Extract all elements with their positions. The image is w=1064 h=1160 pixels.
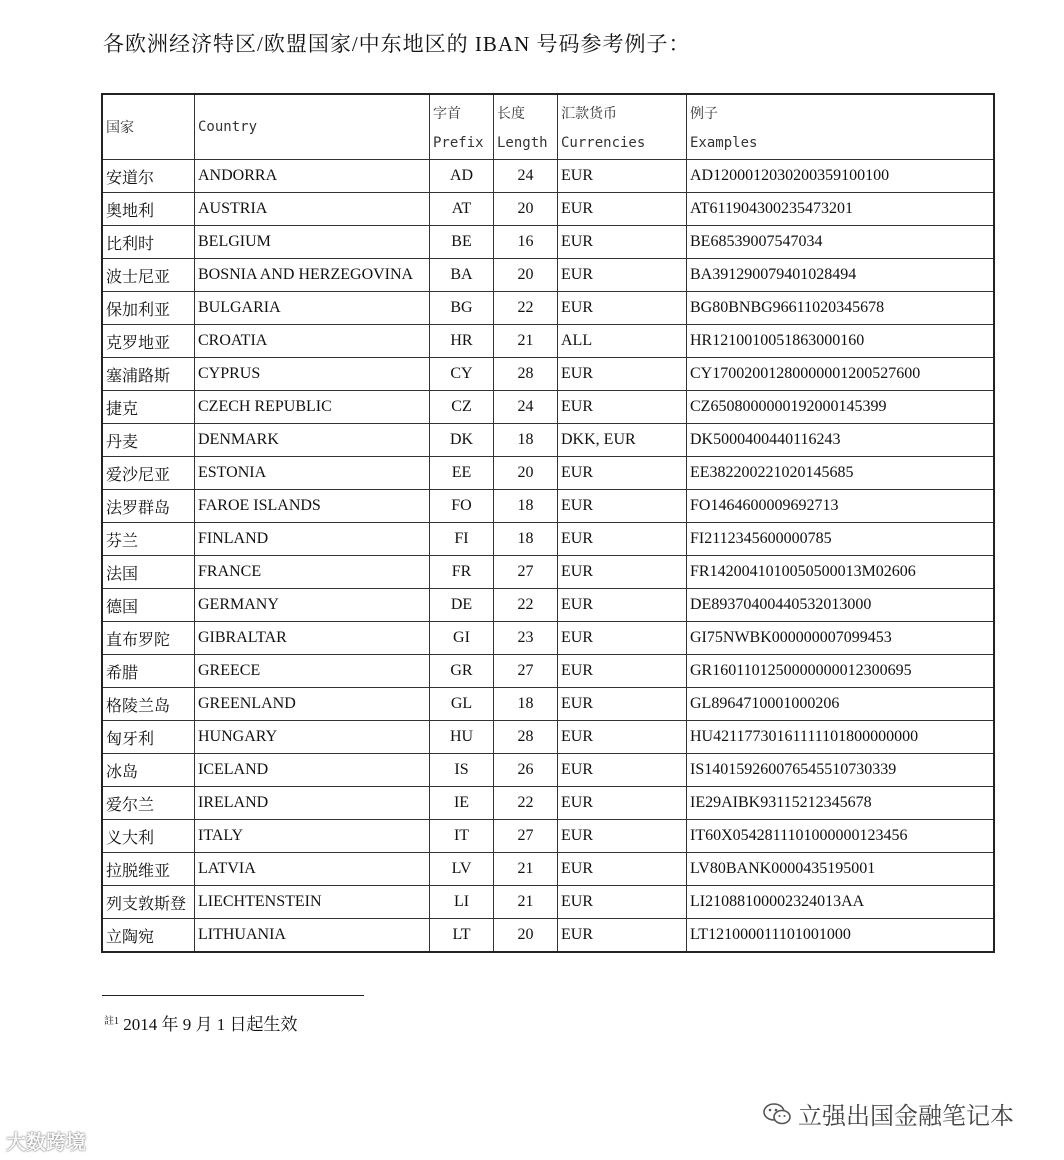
watermark-right-text: 立强出国金融笔记本 [798,1102,1014,1130]
watermark-right [762,1096,1014,1131]
cell-prefix: DK [430,424,494,457]
footnote [104,1010,298,1035]
cell-length: 18 [494,424,558,457]
table-row [102,292,994,325]
cell-country-cn: 拉脱维亚 [102,853,195,886]
cell-prefix: CY [430,358,494,391]
table-row [102,919,994,953]
cell-currency: EUR [558,655,687,688]
cell-country-cn: 保加利亚 [102,292,195,325]
header-country-en: Country [195,94,430,160]
footnote-marker: 註1 [104,1016,119,1027]
cell-currency: EUR [558,160,687,193]
cell-currency: EUR [558,193,687,226]
cell-currency: ALL [558,325,687,358]
table-row [102,589,994,622]
cell-prefix: FO [430,490,494,523]
cell-currency: EUR [558,886,687,919]
cell-country-en: LITHUANIA [195,919,430,953]
cell-country-cn: 比利时 [102,226,195,259]
cell-country-en: LIECHTENSTEIN [195,886,430,919]
cell-country-en: GREENLAND [195,688,430,721]
page-title: 各欧洲经济特区/欧盟国家/中东地区的 IBAN 号码参考例子： [103,32,691,56]
cell-prefix: BG [430,292,494,325]
cell-example: BA391290079401028494 [687,259,995,292]
cell-prefix: BE [430,226,494,259]
cell-currency: EUR [558,919,687,953]
cell-country-en: ICELAND [195,754,430,787]
table-row [102,853,994,886]
cell-country-en: FAROE ISLANDS [195,490,430,523]
cell-country-cn: 爱尔兰 [102,787,195,820]
header-country-cn: 国家 [102,94,195,160]
cell-length: 21 [494,325,558,358]
header-length [494,94,558,160]
cell-example: HU42117730161111101800000000 [687,721,995,754]
cell-country-en: LATVIA [195,853,430,886]
cell-length: 18 [494,523,558,556]
cell-length: 20 [494,457,558,490]
cell-example: IT60X0542811101000000123456 [687,820,995,853]
cell-length: 21 [494,886,558,919]
header-example-cn: 例子 [690,106,718,122]
cell-currency: EUR [558,556,687,589]
cell-currency: EUR [558,259,687,292]
cell-length: 28 [494,358,558,391]
cell-country-en: GIBRALTAR [195,622,430,655]
header-prefix-en: Prefix [433,135,484,151]
cell-country-cn: 义大利 [102,820,195,853]
header-currency [558,94,687,160]
cell-prefix: EE [430,457,494,490]
cell-example: AD1200012030200359100100 [687,160,995,193]
cell-prefix: IS [430,754,494,787]
cell-country-cn: 奥地利 [102,193,195,226]
table-row [102,721,994,754]
cell-country-en: AUSTRIA [195,193,430,226]
header-currency-en: Currencies [561,135,646,151]
cell-example: CY17002001280000001200527600 [687,358,995,391]
cell-country-cn: 冰岛 [102,754,195,787]
cell-currency: DKK, EUR [558,424,687,457]
cell-length: 27 [494,556,558,589]
cell-country-cn: 希腊 [102,655,195,688]
cell-country-en: ESTONIA [195,457,430,490]
cell-example: FR1420041010050500013M02606 [687,556,995,589]
table-row [102,391,994,424]
cell-prefix: GR [430,655,494,688]
cell-country-en: GREECE [195,655,430,688]
cell-country-cn: 丹麦 [102,424,195,457]
cell-prefix: FR [430,556,494,589]
cell-length: 27 [494,655,558,688]
cell-length: 22 [494,292,558,325]
cell-country-cn: 德国 [102,589,195,622]
cell-country-cn: 克罗地亚 [102,325,195,358]
cell-example: DK5000400440116243 [687,424,995,457]
cell-example: BE68539007547034 [687,226,995,259]
cell-currency: EUR [558,391,687,424]
cell-country-cn: 法国 [102,556,195,589]
cell-currency: EUR [558,622,687,655]
cell-length: 20 [494,193,558,226]
cell-length: 24 [494,160,558,193]
header-length-cn: 长度 [497,106,525,122]
cell-length: 24 [494,391,558,424]
cell-length: 16 [494,226,558,259]
cell-length: 27 [494,820,558,853]
cell-example: LT121000011101001000 [687,919,995,953]
cell-example: IE29AIBK93115212345678 [687,787,995,820]
cell-prefix: BA [430,259,494,292]
cell-prefix: IT [430,820,494,853]
cell-country-en: HUNGARY [195,721,430,754]
cell-currency: EUR [558,787,687,820]
cell-country-en: CZECH REPUBLIC [195,391,430,424]
cell-country-cn: 立陶宛 [102,919,195,953]
cell-prefix: IE [430,787,494,820]
cell-prefix: LV [430,853,494,886]
cell-country-en: FINLAND [195,523,430,556]
cell-length: 18 [494,688,558,721]
table-row [102,358,994,391]
wechat-icon [762,1101,792,1127]
table-row [102,193,994,226]
cell-currency: EUR [558,754,687,787]
header-prefix-cn: 字首 [433,106,461,122]
cell-currency: EUR [558,523,687,556]
cell-country-en: CROATIA [195,325,430,358]
cell-example: GI75NWBK000000007099453 [687,622,995,655]
cell-prefix: AD [430,160,494,193]
cell-country-cn: 波士尼亚 [102,259,195,292]
cell-example: EE382200221020145685 [687,457,995,490]
cell-prefix: HU [430,721,494,754]
cell-country-en: ITALY [195,820,430,853]
cell-country-cn: 捷克 [102,391,195,424]
cell-length: 22 [494,787,558,820]
cell-example: DE89370400440532013000 [687,589,995,622]
cell-currency: EUR [558,820,687,853]
table-row [102,424,994,457]
table-row [102,787,994,820]
header-example [687,94,995,160]
cell-length: 28 [494,721,558,754]
header-length-en: Length [497,135,548,151]
cell-length: 20 [494,919,558,953]
cell-example: GL8964710001000206 [687,688,995,721]
cell-country-en: GERMANY [195,589,430,622]
cell-currency: EUR [558,688,687,721]
footnote-divider [102,995,364,996]
cell-country-en: BULGARIA [195,292,430,325]
table-row [102,886,994,919]
table-row [102,556,994,589]
cell-country-en: BELGIUM [195,226,430,259]
cell-example: IS140159260076545510730339 [687,754,995,787]
cell-length: 22 [494,589,558,622]
cell-example: LV80BANK0000435195001 [687,853,995,886]
cell-country-cn: 安道尔 [102,160,195,193]
header-currency-cn: 汇款货币 [561,106,617,122]
cell-prefix: LI [430,886,494,919]
cell-country-cn: 塞浦路斯 [102,358,195,391]
table-row [102,160,994,193]
iban-table [101,93,995,953]
table-row [102,490,994,523]
table-row [102,688,994,721]
header-example-en: Examples [690,135,758,151]
header-prefix [430,94,494,160]
table-row [102,655,994,688]
cell-country-en: CYPRUS [195,358,430,391]
cell-country-cn: 列支敦斯登 [102,886,195,919]
cell-prefix: AT [430,193,494,226]
cell-example: FO1464600009692713 [687,490,995,523]
table-header-row [102,94,994,160]
cell-example: GR1601101250000000012300695 [687,655,995,688]
cell-length: 20 [494,259,558,292]
cell-prefix: HR [430,325,494,358]
cell-currency: EUR [558,292,687,325]
cell-country-cn: 法罗群岛 [102,490,195,523]
cell-country-cn: 直布罗陀 [102,622,195,655]
cell-country-cn: 匈牙利 [102,721,195,754]
cell-example: HR1210010051863000160 [687,325,995,358]
cell-example: FI2112345600000785 [687,523,995,556]
cell-prefix: LT [430,919,494,953]
cell-country-cn: 爱沙尼亚 [102,457,195,490]
cell-country-cn: 芬兰 [102,523,195,556]
cell-country-en: BOSNIA AND HERZEGOVINA [195,259,430,292]
cell-prefix: DE [430,589,494,622]
cell-example: CZ6508000000192000145399 [687,391,995,424]
cell-country-en: DENMARK [195,424,430,457]
cell-country-cn: 格陵兰岛 [102,688,195,721]
cell-currency: EUR [558,853,687,886]
cell-prefix: GI [430,622,494,655]
watermark-left: 大数跨境 [6,1130,86,1154]
cell-currency: EUR [558,358,687,391]
cell-length: 26 [494,754,558,787]
table-row [102,457,994,490]
cell-prefix: GL [430,688,494,721]
table-row [102,820,994,853]
cell-currency: EUR [558,457,687,490]
cell-example: AT611904300235473201 [687,193,995,226]
cell-country-en: ANDORRA [195,160,430,193]
table-row [102,622,994,655]
cell-length: 23 [494,622,558,655]
cell-length: 18 [494,490,558,523]
cell-example: LI21088100002324013AA [687,886,995,919]
table-row [102,754,994,787]
cell-currency: EUR [558,589,687,622]
cell-currency: EUR [558,490,687,523]
table-row [102,523,994,556]
cell-length: 21 [494,853,558,886]
cell-example: BG80BNBG96611020345678 [687,292,995,325]
table-body [102,160,994,953]
cell-prefix: CZ [430,391,494,424]
table-row [102,226,994,259]
cell-country-en: FRANCE [195,556,430,589]
footnote-text: 2014 年 9 月 1 日起生效 [123,1015,298,1034]
cell-currency: EUR [558,721,687,754]
table-row [102,259,994,292]
table-row [102,325,994,358]
cell-country-en: IRELAND [195,787,430,820]
cell-currency: EUR [558,226,687,259]
cell-prefix: FI [430,523,494,556]
